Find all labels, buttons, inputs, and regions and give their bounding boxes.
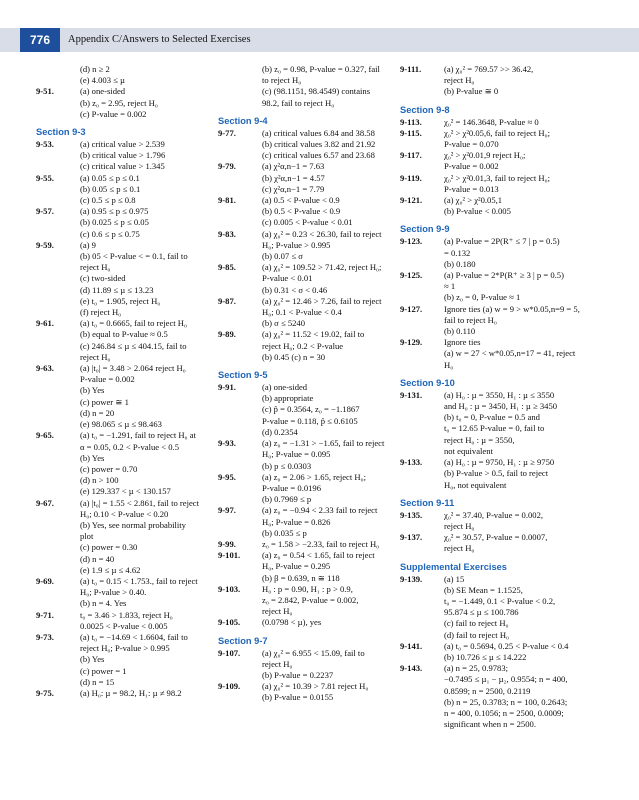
answer-text: (a) t₀ = 0.6665, fail to reject H₀ [80, 318, 188, 329]
answer-line: (b) 0.025 ≤ p ≤ 0.05 [80, 217, 149, 228]
exercise-answer [400, 304, 620, 315]
answer-line: P-value < 0.01 [262, 273, 313, 284]
answer-line: (d) n > 100 [80, 475, 119, 486]
section-heading: Section 9-9 [400, 224, 450, 235]
exercise-number: 9-127. [400, 303, 423, 314]
exercise-answer [218, 550, 396, 561]
exercise-number: 9-77. [218, 127, 236, 138]
answer-line: z₀ = 2.842, P-value = 0.002, [262, 594, 359, 605]
answer-text: (a) H₀: µ = 98.2, H₁: µ ≠ 98.2 [80, 687, 182, 698]
answer-line: significant when n = 2500. [444, 719, 536, 730]
exercise-answer [36, 610, 226, 621]
answer-text: (a) critical value > 2.539 [80, 139, 165, 150]
exercise-number: 9-139. [400, 573, 423, 584]
answer-line: not equivalent [444, 445, 493, 456]
answer-text: (a) χ₀² = 12.46 > 7.26, fail to reject [262, 295, 382, 306]
exercise-number: 9-51. [36, 86, 54, 97]
answer-text: (a) one-sided [262, 382, 308, 393]
exercise-answer [36, 318, 226, 329]
exercise-answer [400, 390, 620, 401]
answer-line: (b) SE Mean = 1.1525, [444, 584, 523, 595]
answer-line: (d) n = 40 [80, 553, 115, 564]
answer-line: (e) 129.337 < µ < 130.157 [80, 486, 171, 497]
exercise-answer [218, 382, 396, 393]
answer-line: (f) reject H₀ [80, 307, 122, 318]
answer-text: χ₀² > χ²0.01,3, fail to reject H₀; [444, 172, 550, 183]
answer-line: (b) 0.180 [444, 258, 476, 269]
exercise-answer [218, 329, 396, 340]
exercise-answer [400, 337, 620, 348]
exercise-answer [400, 457, 620, 468]
answer-line: (b) z₀ = 0, P-value ≈ 1 [444, 292, 521, 303]
answer-text: Ignore ties (a) w = 9 > w*0.05,n=9 = 5, [444, 303, 580, 314]
exercise-answer [36, 86, 226, 97]
exercise-number: 9-135. [400, 509, 423, 520]
running-title: Appendix C/Answers to Selected Exercises [68, 34, 251, 45]
answer-line: H₀; 0.1 < P-value < 0.4 [262, 307, 342, 318]
answer-text: Ignore ties [444, 337, 481, 348]
answer-line: (d) 11.89 ≤ µ ≤ 13.23 [80, 284, 154, 295]
answer-line: (b) n = 25, 0.3783; n = 100, 0.2643; [444, 696, 568, 707]
answer-line: P-value = 0.013 [444, 183, 499, 194]
answers-column-middle [218, 64, 396, 704]
exercise-number: 9-87. [218, 295, 236, 306]
exercise-number: 9-117. [400, 150, 422, 161]
exercise-answer [218, 195, 396, 206]
answer-text: χ₀² > χ²0.05,6, fail to reject H₀; [444, 127, 550, 138]
answer-line: (b) 0.5 < P-value < 0.9 [262, 206, 341, 217]
answer-text: z₀ = 1.58 > −2.33, fail to reject H₀ [262, 538, 380, 549]
exercise-number: 9-75. [36, 687, 54, 698]
exercise-answer [400, 641, 620, 652]
answer-line: n = 400, 0.1056; n = 2500, 0.0009; [444, 707, 564, 718]
answer-line: (b) Yes [80, 385, 105, 396]
exercise-number: 9-137. [400, 532, 423, 543]
exercise-number: 9-131. [400, 389, 423, 400]
exercise-number: 9-97. [218, 505, 236, 516]
answer-line: H₀; P-value = 0.095 [262, 449, 331, 460]
exercise-answer [400, 532, 620, 543]
exercise-answer [400, 270, 620, 281]
answer-text: (a) z₀ = 2.06 > 1.65, reject H₀; [262, 471, 366, 482]
answer-line: (b) equal to P-value ≈ 0.5 [80, 329, 168, 340]
answer-text: (a) z₀ = 0.54 < 1.65, fail to reject [262, 550, 375, 561]
answer-line: (b) t₀ = 0, P-value = 0.5 and [444, 412, 540, 423]
answer-text: (0.0798 < µ), yes [262, 617, 322, 628]
answer-line: (b) z₀ = 2.95, reject H₀ [80, 97, 158, 108]
answer-line: (c) p̂ = 0.3564, z₀ = −1.1867 [262, 404, 360, 415]
answer-line: ≈ 1 [444, 281, 456, 292]
section-heading: Section 9-4 [218, 115, 268, 126]
answer-line: (b) P-value = 0.2237 [262, 669, 334, 680]
answer-text: (a) χ₀² = 10.39 > 7.81 reject H₀ [262, 681, 369, 692]
answer-line: = 0.132 [444, 247, 471, 258]
exercise-number: 9-69. [36, 575, 54, 586]
answer-line: reject H₀ : µ = 3550, [444, 434, 515, 445]
answer-line: (c) power ≅ 1 [80, 396, 129, 407]
answer-line: (c) (98.1151, 98.4549) contains [262, 86, 371, 97]
section-heading: Section 9-10 [400, 377, 455, 388]
answer-text: (a) P-value = 2*P(R⁺ ≥ 3 | p = 0.5) [444, 270, 564, 281]
exercise-answer [218, 262, 396, 273]
exercise-number: 9-95. [218, 471, 236, 482]
answer-line: (c) 0.005 < P-value < 0.01 [262, 217, 353, 228]
exercise-answer [36, 206, 226, 217]
answer-line: to reject H₀ [262, 75, 302, 86]
exercise-number: 9-105. [218, 617, 241, 628]
answer-line: P-value = 0.070 [444, 139, 499, 150]
exercise-number: 9-53. [36, 139, 54, 150]
answer-line: (b) 0.07 ≤ σ [262, 251, 303, 262]
answer-text: χ₀² = 37.40, P-value = 0.002, [444, 509, 544, 520]
answer-line: H₀; P-value = 0.826 [262, 516, 331, 527]
section-heading: Section 9-3 [36, 127, 86, 138]
answer-line: (b) 0.110 [444, 326, 476, 337]
exercise-answer [36, 363, 226, 374]
answers-column-right [400, 64, 620, 730]
answer-line: (b) P-value < 0.005 [444, 206, 511, 217]
answer-text: (a) H₀ : µ = 3550, H₁ : µ ≤ 3550 [444, 389, 555, 400]
answer-text: χ₀² = 30.57, P-value = 0.0007, [444, 532, 548, 543]
section-heading: Supplemental Exercises [400, 561, 507, 572]
exercise-answer [218, 681, 396, 692]
answer-line: (b) P-value > 0.5, fail to reject [444, 468, 549, 479]
answer-line: (e) 1.9 ≤ µ ≤ 4.62 [80, 564, 141, 575]
exercise-number: 9-121. [400, 195, 423, 206]
answer-line: 0.0025 < P-value < 0.005 [80, 620, 168, 631]
answer-line: (b) Yes [80, 654, 105, 665]
answer-line: (b) appropriate [262, 393, 314, 404]
exercise-number: 9-107. [218, 647, 241, 658]
exercise-number: 9-91. [218, 382, 236, 393]
answer-line: reject H₀ [80, 351, 111, 362]
exercise-answer [218, 617, 396, 628]
answer-line: H₀ [444, 359, 454, 370]
page-number: 776 [20, 28, 60, 52]
exercise-answer [218, 128, 396, 139]
answer-text: (a) n = 25, 0.9783; [444, 663, 509, 674]
answer-line: (b) Yes, see normal probability [80, 519, 186, 530]
exercise-number: 9-129. [400, 337, 423, 348]
section-heading: Section 9-7 [218, 635, 268, 646]
exercise-number: 9-115. [400, 127, 422, 138]
exercise-number: 9-109. [218, 681, 241, 692]
answer-line: (b) β = 0.639, n ≅ 118 [262, 572, 340, 583]
exercise-answer [218, 472, 396, 483]
exercise-answer [400, 663, 620, 674]
exercise-answer [36, 240, 226, 251]
exercise-number: 9-111. [400, 64, 422, 74]
exercise-answer [36, 139, 226, 150]
answer-text: (a) χ₀² = 109.52 > 71.42, reject H₀; [262, 262, 382, 273]
answer-text: (a) 9 [80, 239, 96, 250]
exercise-number: 9-83. [218, 228, 236, 239]
answer-text: (a) χ₀² = 769.57 >> 36.42, [444, 64, 534, 74]
exercise-answer [400, 150, 620, 161]
answer-line: t₀ = −1.449, 0.1 < P-value < 0.2, [444, 595, 556, 606]
exercise-number: 9-73. [36, 631, 54, 642]
exercise-number: 9-101. [218, 550, 241, 561]
answer-line: (b) P-value ≅ 0 [444, 86, 499, 97]
exercise-answer [36, 688, 226, 699]
exercise-number: 9-99. [218, 538, 236, 549]
answer-line: reject H₀; 0.2 < P-value [262, 340, 344, 351]
answer-line: (a) w = 27 < w*0.05,n=17 = 41, reject [444, 348, 576, 359]
answer-line: (b) 05 < P-value < = 0.1, fail to [80, 251, 188, 262]
exercise-number: 9-59. [36, 239, 54, 250]
answer-line: (c) 246.84 ≤ µ ≤ 404.15, fail to [80, 340, 187, 351]
exercise-number: 9-103. [218, 583, 241, 594]
exercise-number: 9-89. [218, 329, 236, 340]
exercise-number: 9-55. [36, 172, 54, 183]
answer-line: −0.7495 ≤ µ₁ − µ₂, 0.9554; n = 400, [444, 674, 568, 685]
answer-line: plot [80, 531, 94, 542]
exercise-number: 9-85. [218, 262, 236, 273]
exercise-answer [36, 632, 226, 643]
answer-line: reject H₀; P-value > 0.995 [80, 643, 170, 654]
answer-line: P-value = 0.118, p̂ ≤ 0.6105 [262, 415, 358, 426]
answer-line: (d) n ≥ 2 [80, 64, 110, 74]
answer-line: (d) n = 15 [80, 676, 115, 687]
answer-text: (a) t₀ = 0.5694, 0.25 < P-value < 0.4 [444, 640, 569, 651]
answer-line: (e) 98.065 ≤ µ ≤ 98.463 [80, 419, 162, 430]
exercise-number: 9-113. [400, 116, 422, 127]
exercise-number: 9-71. [36, 609, 54, 620]
answer-text: (a) χ₀² = 11.52 < 19.02, fail to [262, 329, 365, 340]
answer-line: (b) 0.31 < σ < 0.46 [262, 284, 328, 295]
exercise-answer [400, 574, 620, 585]
exercise-number: 9-133. [400, 457, 423, 468]
answer-line: 0.8599; n = 2500, 0.2119 [444, 685, 531, 696]
answer-text: (a) 15 [444, 573, 465, 584]
exercise-number: 9-65. [36, 430, 54, 441]
exercise-answer [218, 505, 396, 516]
answer-line: reject H₀ [262, 606, 293, 617]
answer-line: (b) 0.05 ≤ p ≤ 0.1 [80, 183, 141, 194]
answer-line: (e) 4.003 ≤ µ [80, 75, 125, 86]
answer-text: χ₀² = 146.3648, P-value ≈ 0 [444, 116, 539, 127]
answer-line: reject H₀ [444, 543, 475, 554]
answer-line: (b) critical value > 1.796 [80, 150, 166, 161]
exercise-answer [36, 430, 226, 441]
answer-text: (a) t₀ = −14.69 < 1.6604, fail to [80, 631, 188, 642]
exercise-answer [36, 576, 226, 587]
answer-text: (a) z₀ = −1.31 > −1.65, fail to reject [262, 438, 385, 449]
section-heading: Section 9-8 [400, 104, 450, 115]
answer-text: (a) z₀ = −0.94 < 2.33 fail to reject [262, 505, 378, 516]
answer-line: (c) fail to reject H₀ [444, 618, 509, 629]
answer-text: t₀ = 3.46 > 1.833, reject H₀ [80, 609, 173, 620]
answer-line: P-value = 0.002 [80, 374, 135, 385]
exercise-number: 9-61. [36, 318, 54, 329]
answer-line: (c) two-sided [80, 273, 126, 284]
answer-line: (c) χ²α,n−1 = 7.79 [262, 183, 325, 194]
answer-line: H₀, not equivalent [444, 479, 507, 490]
exercise-number: 9-81. [218, 195, 236, 206]
exercise-answer [400, 510, 620, 521]
answer-line: H₀; P-value > 0.40. [80, 587, 147, 598]
answer-line: (b) critical values 3.82 and 21.92 [262, 139, 376, 150]
answer-line: fail to reject H₀ [444, 314, 497, 325]
answer-line: (c) 0.5 ≤ p ≤ 0.8 [80, 195, 136, 206]
answer-line: 95.874 ≤ µ ≤ 100.786 [444, 607, 519, 618]
exercise-answer [36, 498, 226, 509]
exercise-number: 9-141. [400, 640, 423, 651]
exercise-answer [218, 438, 396, 449]
exercise-number: 9-79. [218, 161, 236, 172]
exercise-number: 9-123. [400, 236, 423, 247]
answer-text: (a) χ²α,n−1 = 7.63 [262, 161, 325, 172]
answers-column-left [36, 64, 226, 699]
answer-text: H₀ : p = 0.90, H₁ : p > 0.9, [262, 583, 353, 594]
exercise-number: 9-93. [218, 438, 236, 449]
answer-line: (c) power = 0.30 [80, 542, 138, 553]
section-heading: Section 9-5 [218, 370, 268, 381]
answer-line: (d) n = 20 [80, 407, 115, 418]
answer-text: χ₀² > χ²0.01,9 reject H₀; [444, 150, 526, 161]
answer-line: and H₀ : µ = 3450, H₁ : µ ≥ 3450 [444, 401, 558, 412]
answer-text: (a) one-sided [80, 86, 126, 97]
answer-line: (b) p ≤ 0.0303 [262, 460, 312, 471]
answer-text: (a) critical values 6.84 and 38.58 [262, 127, 375, 138]
exercise-answer [218, 229, 396, 240]
answer-line: α = 0.05, 0.2 < P-value < 0.5 [80, 441, 180, 452]
answer-text: (a) 0.05 ≤ p ≤ 0.1 [80, 172, 140, 183]
answer-text: (a) χ₀² = 6.955 < 15.09, fail to [262, 647, 365, 658]
answer-line: (b) P-value = 0.0155 [262, 692, 334, 703]
answer-line: reject H₀ [80, 262, 111, 273]
exercise-number: 9-125. [400, 270, 423, 281]
exercise-answer [218, 539, 396, 550]
answer-line: H₀, P-value = 0.295 [262, 561, 331, 572]
answer-line: reject H₀ [444, 75, 475, 86]
answer-text: (a) t₀ = −1.291, fail to reject H₀ at [80, 430, 196, 441]
exercise-number: 9-57. [36, 206, 54, 217]
answer-line: H₀; P-value > 0.995 [262, 239, 331, 250]
answer-line: (b) χ²α,n−1 = 4.57 [262, 172, 325, 183]
answer-text: (a) 0.5 < P-value < 0.9 [262, 195, 340, 206]
answer-text: (a) 0.95 ≤ p ≤ 0.975 [80, 206, 149, 217]
answer-text: (a) H₀ : µ = 9750, H₁ : µ ≥ 9750 [444, 457, 555, 468]
answer-line: (c) critical values 6.57 and 23.68 [262, 150, 375, 161]
exercise-number: 9-119. [400, 172, 422, 183]
answer-line: reject H₀ [444, 520, 475, 531]
exercise-answer [218, 584, 396, 595]
answer-line: (b) z₀ = 0.98, P-value = 0.327, fail [262, 64, 380, 74]
answer-line: (c) power = 1 [80, 665, 127, 676]
exercise-answer [218, 161, 396, 172]
exercise-answer [400, 195, 620, 206]
section-heading: Section 9-11 [400, 497, 455, 508]
exercise-number: 9-143. [400, 663, 423, 674]
exercise-number: 9-67. [36, 497, 54, 508]
exercise-answer [400, 236, 620, 247]
answer-line: (b) Yes [80, 452, 105, 463]
answer-line: (c) power = 0.70 [80, 463, 138, 474]
exercise-answer [400, 64, 620, 75]
answer-line: (c) P-value = 0.002 [80, 108, 147, 119]
answer-line: (c) 0.6 ≤ p ≤ 0.75 [80, 228, 140, 239]
answer-line: (b) 0.7969 ≤ p [262, 494, 312, 505]
exercise-answer [400, 117, 620, 128]
answer-line: P-value = 0.0196 [262, 482, 322, 493]
answer-line: H₀; 0.10 < P-value < 0.20 [80, 508, 169, 519]
answer-line: (d) 0.2354 [262, 426, 298, 437]
answer-line: (d) fail to reject H₀ [444, 629, 510, 640]
answer-text: (a) P-value = 2P(R⁺ ≤ 7 | p = 0.5) [444, 236, 560, 247]
answer-line: reject H₀ [262, 658, 293, 669]
answer-line: P-value = 0.002 [444, 161, 499, 172]
answer-line: t₀ = 12.65 P-value = 0, fail to [444, 423, 545, 434]
exercise-answer [400, 173, 620, 184]
answer-text: (a) |t₀| = 3.48 > 2.064 reject H₀ [80, 363, 186, 374]
exercise-number: 9-63. [36, 363, 54, 374]
answer-line: (c) critical value > 1.345 [80, 161, 165, 172]
answer-text: (a) χ₀² = 0.23 < 26.30, fail to reject [262, 228, 382, 239]
answer-line: (b) 0.035 ≤ p [262, 527, 307, 538]
exercise-answer [36, 173, 226, 184]
answer-line: (b) σ ≤ 5240 [262, 318, 306, 329]
exercise-answer [218, 296, 396, 307]
answer-line: (e) t₀ = 1.905, reject H₀ [80, 295, 161, 306]
answer-text: (a) |t₀| = 1.55 < 2.861, fail to reject [80, 497, 199, 508]
answer-line: (b) n = 4. Yes [80, 598, 127, 609]
answer-line: 98.2, fail to reject H₀ [262, 97, 335, 108]
answer-text: (a) t₀ = 0.15 < 1.753., fail to reject [80, 575, 198, 586]
exercise-answer [400, 128, 620, 139]
answer-text: (a) χ₀² > χ²0.05,1 [444, 195, 503, 206]
answer-line: (b) 0.45 (c) n = 30 [262, 351, 326, 362]
exercise-answer [218, 648, 396, 659]
answer-line: (b) 10.726 ≤ µ ≤ 14.222 [444, 651, 527, 662]
